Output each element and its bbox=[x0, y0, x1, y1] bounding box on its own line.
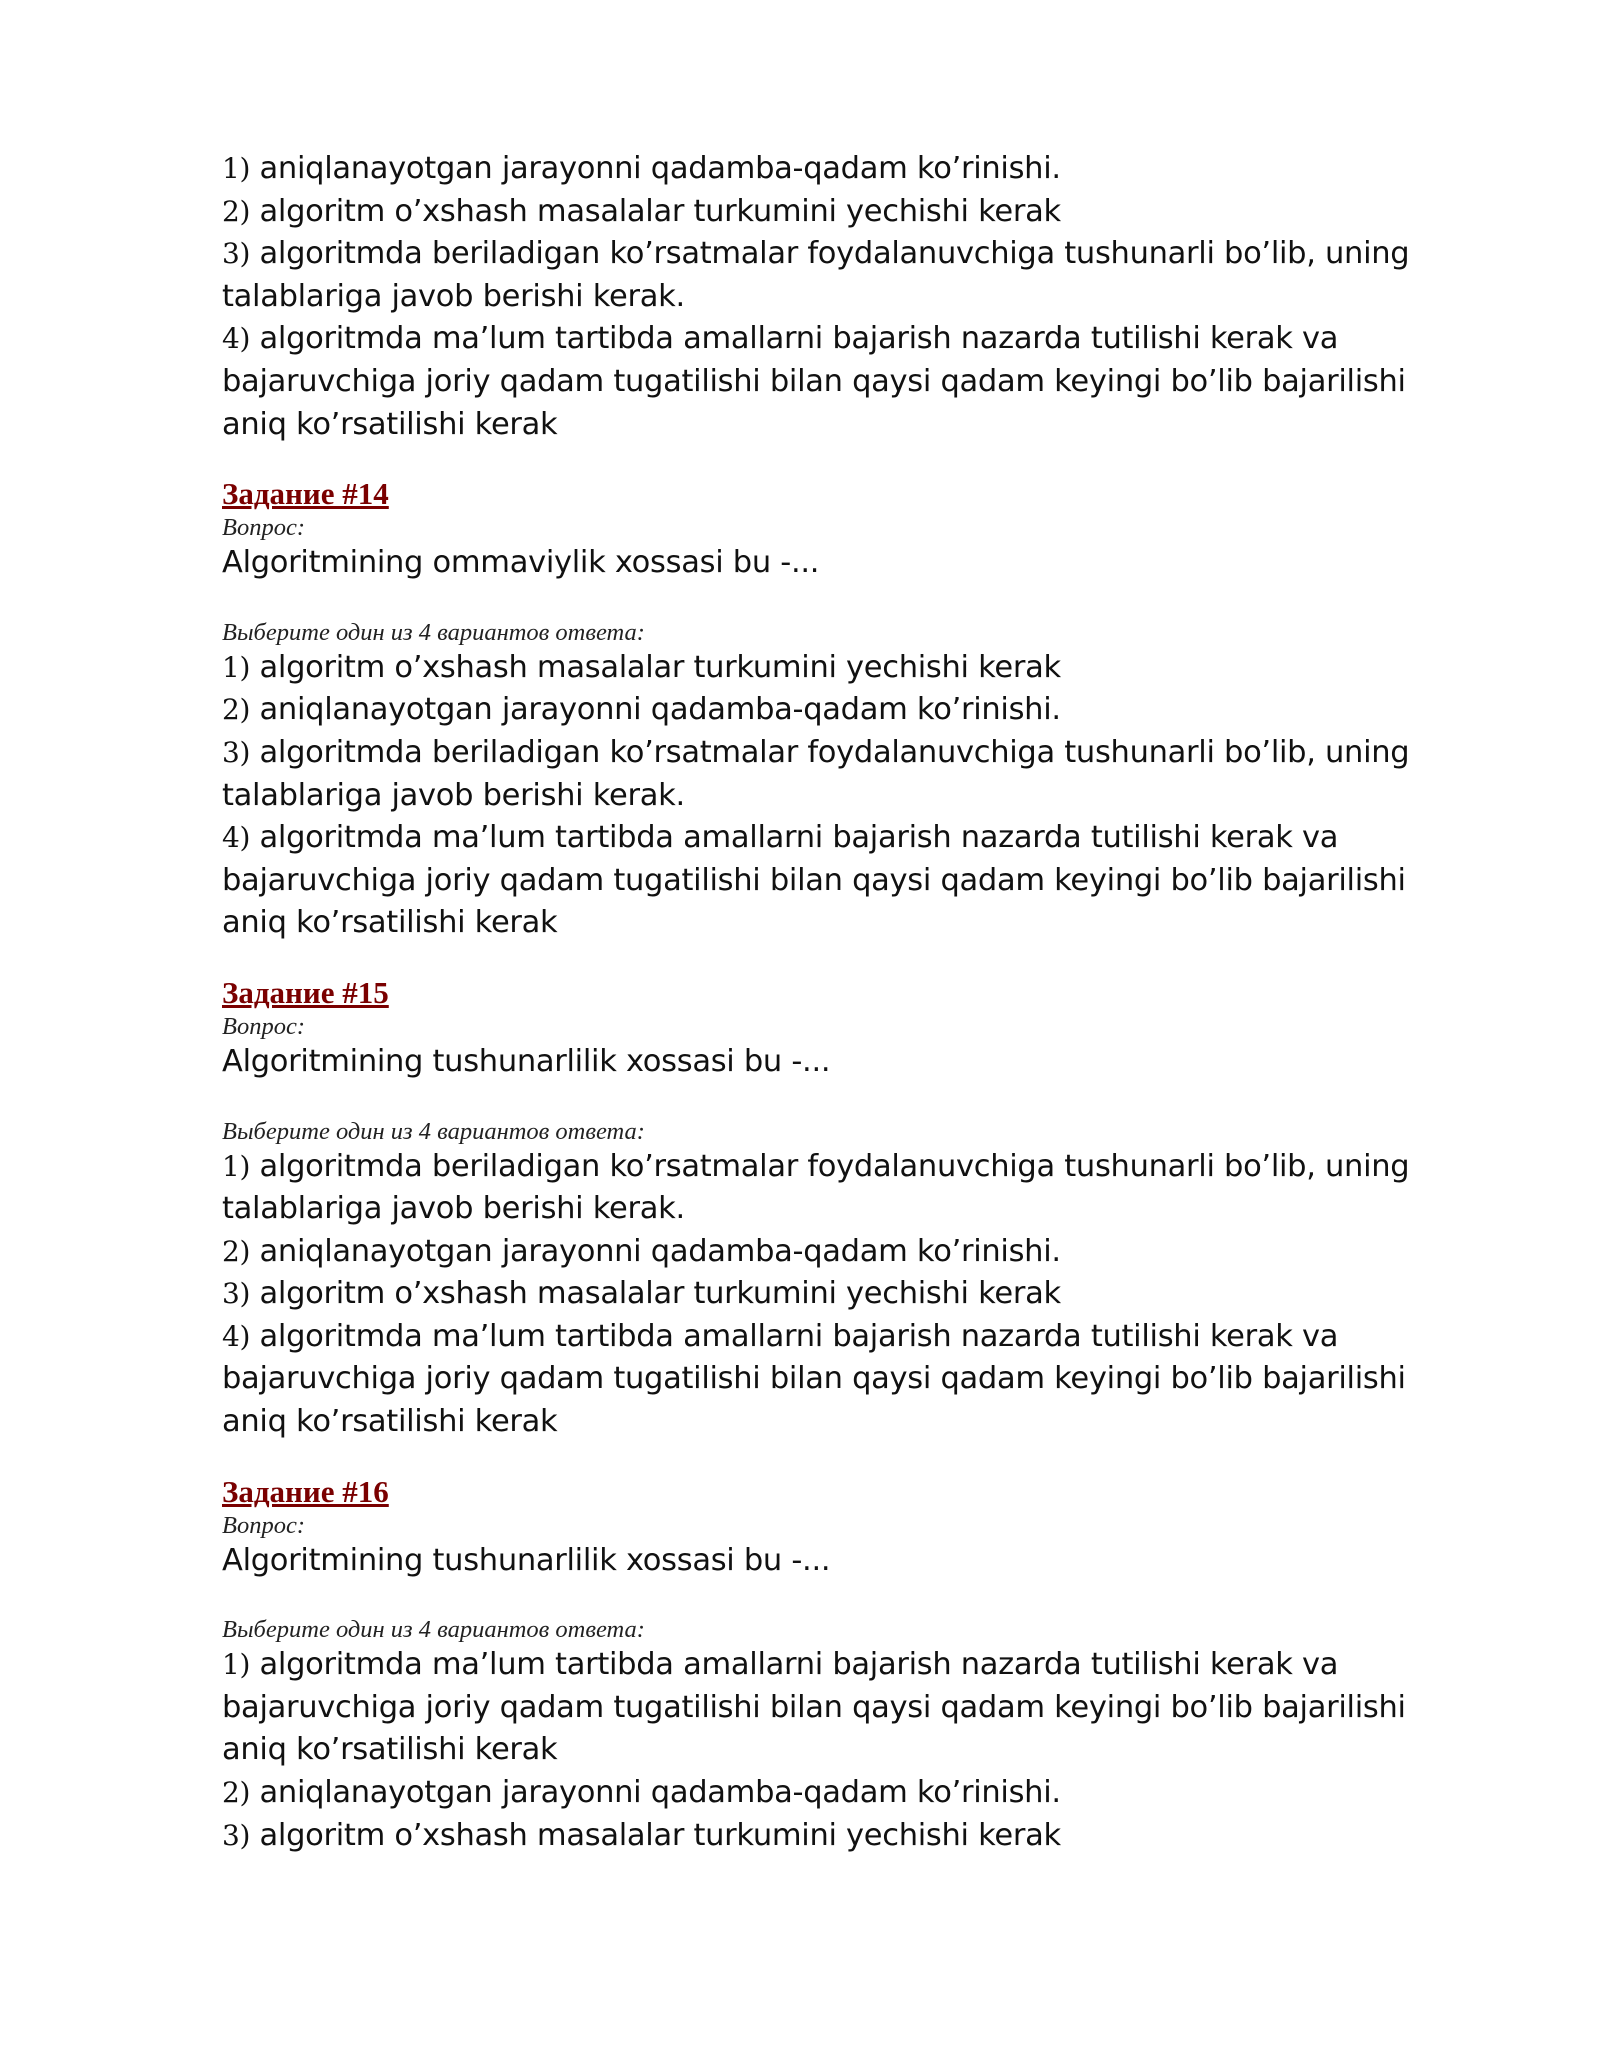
answer-instruction: Выберите один из 4 вариантов ответа: bbox=[222, 1616, 645, 1644]
option-text: algoritmda ma’lum tartibda amallarni bajarish nazarda tutilishi kerak va bajaruvchiga joriy qadam tugatilishi bilan qaysi qadam keyingi bo’lib bajarilishi aniq ko’rsatilishi kerak bbox=[222, 1318, 1406, 1440]
question-label: Вопрос: bbox=[222, 514, 305, 542]
task-block-16 bbox=[222, 1472, 1472, 1858]
option-number: 2) bbox=[222, 1776, 251, 1810]
option-text: aniqlanayotgan jarayonni qadamba-qadam ko’rinishi. bbox=[250, 1233, 1061, 1269]
option-number: 1) bbox=[222, 1648, 251, 1682]
option-text: aniqlanayotgan jarayonni qadamba-qadam ko’rinishi. bbox=[250, 151, 1061, 186]
answer-option bbox=[222, 689, 1472, 732]
answer-option bbox=[222, 318, 1472, 446]
option-text: algoritm o’xshash masalalar turkumini yechishi kerak bbox=[250, 1817, 1061, 1853]
option-text: algoritm o’xshash masalalar turkumini yechishi kerak bbox=[250, 1276, 1061, 1312]
question-text: Algoritmining ommaviylik xossasi bu -... bbox=[222, 545, 820, 581]
answer-option bbox=[222, 1231, 1472, 1274]
option-number: 3) bbox=[222, 735, 251, 769]
option-text: aniqlanayotgan jarayonni qadamba-qadam ko’rinishi. bbox=[250, 1775, 1061, 1811]
question-text: Algoritmining tushunarlilik xossasi bu -... bbox=[222, 1542, 831, 1578]
option-text: algoritm o’xshash masalalar turkumini yechishi kerak bbox=[250, 193, 1061, 229]
option-number: 4) bbox=[222, 1319, 251, 1353]
task-block-15 bbox=[222, 973, 1472, 1444]
option-text: algoritmda ma’lum tartibda amallarni bajarish nazarda tutilishi kerak va bajaruvchiga joriy qadam tugatilishi bilan qaysi qadam keyingi bo’lib bajarilishi aniq ko’rsatilishi kerak bbox=[222, 321, 1406, 442]
task-title: Задание #14 bbox=[222, 476, 389, 512]
question-label: Вопрос: bbox=[222, 1012, 305, 1040]
option-number: 3) bbox=[222, 1277, 251, 1311]
option-number: 3) bbox=[222, 1818, 251, 1852]
answer-instruction: Выберите один из 4 вариантов ответа: bbox=[222, 1117, 645, 1145]
previous-task-answer-list bbox=[222, 148, 1472, 446]
task-title: Задание #16 bbox=[222, 1473, 389, 1509]
answer-option bbox=[222, 1772, 1472, 1815]
option-text: algoritmda beriladigan ko’rsatmalar foydalanuvchiga tushunarli bo’lib, uning talablariga javob berishi kerak. bbox=[222, 734, 1410, 813]
answer-option bbox=[222, 1316, 1472, 1444]
answer-option bbox=[222, 817, 1472, 945]
answer-option bbox=[222, 148, 1472, 191]
option-number: 3) bbox=[222, 237, 251, 271]
question-label: Вопрос: bbox=[222, 1511, 305, 1539]
answer-option bbox=[222, 1146, 1472, 1231]
option-number: 1) bbox=[222, 1149, 251, 1183]
option-text: algoritmda beriladigan ko’rsatmalar foydalanuvchiga tushunarli bo’lib, uning talablariga javob berishi kerak. bbox=[222, 236, 1410, 314]
answer-list bbox=[222, 1146, 1472, 1444]
task-block-14 bbox=[222, 474, 1472, 945]
option-number: 1) bbox=[222, 152, 251, 185]
option-text: algoritmda ma’lum tartibda amallarni bajarish nazarda tutilishi kerak va bajaruvchiga joriy qadam tugatilishi bilan qaysi qadam keyingi bo’lib bajarilishi aniq ko’rsatilishi kerak bbox=[222, 820, 1406, 941]
answer-option bbox=[222, 1815, 1472, 1858]
answer-option bbox=[222, 191, 1472, 234]
answer-option bbox=[222, 1273, 1472, 1316]
option-number: 2) bbox=[222, 194, 251, 228]
answer-option bbox=[222, 1644, 1472, 1772]
option-number: 4) bbox=[222, 821, 251, 855]
answer-option bbox=[222, 647, 1472, 690]
option-text: algoritmda beriladigan ko’rsatmalar foydalanuvchiga tushunarli bo’lib, uning talablariga javob berishi kerak. bbox=[222, 1148, 1410, 1227]
option-number: 4) bbox=[222, 322, 251, 356]
option-number: 1) bbox=[222, 650, 251, 684]
answer-list bbox=[222, 647, 1472, 945]
answer-option bbox=[222, 233, 1472, 318]
option-text: algoritmda ma’lum tartibda amallarni bajarish nazarda tutilishi kerak va bajaruvchiga joriy qadam tugatilishi bilan qaysi qadam keyingi bo’lib bajarilishi aniq ko’rsatilishi kerak bbox=[222, 1647, 1406, 1768]
question-text: Algoritmining tushunarlilik xossasi bu -... bbox=[222, 1043, 831, 1079]
answer-instruction: Выберите один из 4 вариантов ответа: bbox=[222, 618, 645, 646]
answer-option bbox=[222, 732, 1472, 817]
document-page bbox=[222, 148, 1472, 1857]
option-number: 2) bbox=[222, 1234, 251, 1268]
option-text: algoritm o’xshash masalalar turkumini yechishi kerak bbox=[250, 649, 1061, 685]
option-text: aniqlanayotgan jarayonni qadamba-qadam ko’rinishi. bbox=[250, 692, 1061, 728]
task-title: Задание #15 bbox=[222, 974, 389, 1010]
option-number: 2) bbox=[222, 693, 251, 727]
answer-list bbox=[222, 1644, 1472, 1857]
